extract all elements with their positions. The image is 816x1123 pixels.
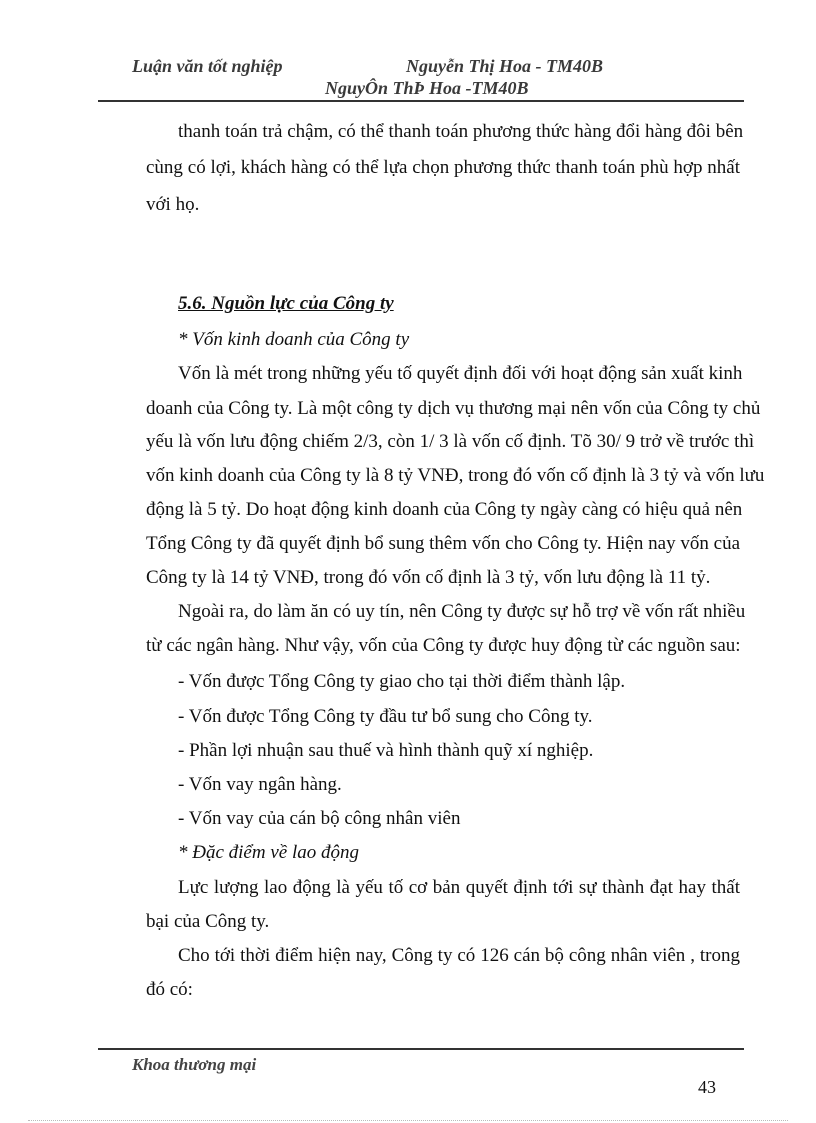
footer-faculty: Khoa thương mại <box>132 1055 257 1074</box>
paragraph-line: với họ. <box>146 194 200 215</box>
paragraph-line: Công ty là 14 tỷ VNĐ, trong đó vốn cố định là 3 tỷ, vốn lưu động là 11 tỷ. <box>146 567 711 588</box>
list-item: - Vốn vay ngân hàng. <box>178 774 342 795</box>
header-divider <box>98 100 744 102</box>
paragraph-line: từ các ngân hàng. Như vậy, vốn của Công ty được huy động từ các nguồn sau: <box>146 635 741 656</box>
subheading-capital: * Vốn kinh doanh của Công ty <box>178 329 410 350</box>
paragraph-line: doanh của Công ty. Là một công ty dịch vụ thương mại nên vốn của Công ty chủ <box>146 398 761 419</box>
paragraph-line: cùng có lợi, khách hàng có thể lựa chọn phương thức thanh toán phù hợp nhất <box>146 157 740 178</box>
paragraph-line: yếu là vốn lưu động chiếm 2/3, còn 1/ 3 là vốn cố định. Tõ 30/ 9 trở về trước thì <box>146 431 755 452</box>
paragraph-line: vốn kinh doanh của Công ty là 8 tỷ VNĐ, trong đó vốn cố định là 3 tỷ và vốn lưu <box>146 465 765 486</box>
paragraph-line: Tổng Công ty đã quyết định bổ sung thêm vốn cho Công ty. Hiện nay vốn của <box>146 533 740 554</box>
paragraph-line: bại của Công ty. <box>146 911 270 932</box>
page-number: 43 <box>698 1077 716 1097</box>
page-edge-dots <box>28 1120 788 1121</box>
footer-divider <box>98 1048 744 1050</box>
list-item: - Vốn được Tổng Công ty đầu tư bổ sung cho Công ty. <box>178 706 593 727</box>
section-heading: 5.6. Nguồn lực của Công ty <box>178 293 394 314</box>
header-thesis-title: Luận văn tốt nghiệp <box>132 56 283 76</box>
list-item: - Vốn vay của cán bộ công nhân viên <box>178 808 461 829</box>
list-item: - Phần lợi nhuận sau thuế và hình thành quỹ xí nghiệp. <box>178 740 594 761</box>
paragraph-line: Cho tới thời điểm hiện nay, Công ty có 126 cán bộ công nhân viên , trong <box>178 945 740 966</box>
paragraph-line: Lực lượng lao động là yếu tố cơ bản quyết định tới sự thành đạt hay thất <box>178 877 740 898</box>
paragraph-line: đó có: <box>146 979 193 1000</box>
list-item: - Vốn được Tổng Công ty giao cho tại thời điểm thành lập. <box>178 671 626 692</box>
paragraph-line: thanh toán trả chậm, có thể thanh toán phương thức hàng đổi hàng đôi bên <box>178 121 744 142</box>
subheading-labour: * Đặc điểm về lao động <box>178 842 359 863</box>
paragraph-line: động là 5 tỷ. Do hoạt động kinh doanh của Công ty ngày càng có hiệu quả nên <box>146 499 743 520</box>
paragraph-line: Vốn là mét trong những yếu tố quyết định đối với hoạt động sản xuất kinh <box>178 363 743 384</box>
header-author: Nguyễn Thị Hoa - TM40B <box>406 56 604 76</box>
paragraph-line: Ngoài ra, do làm ăn có uy tín, nên Công ty được sự hỗ trợ về vốn rất nhiều <box>178 601 746 622</box>
header-author-legacy: NguyÔn ThÞ Hoa -TM40B <box>325 78 529 98</box>
